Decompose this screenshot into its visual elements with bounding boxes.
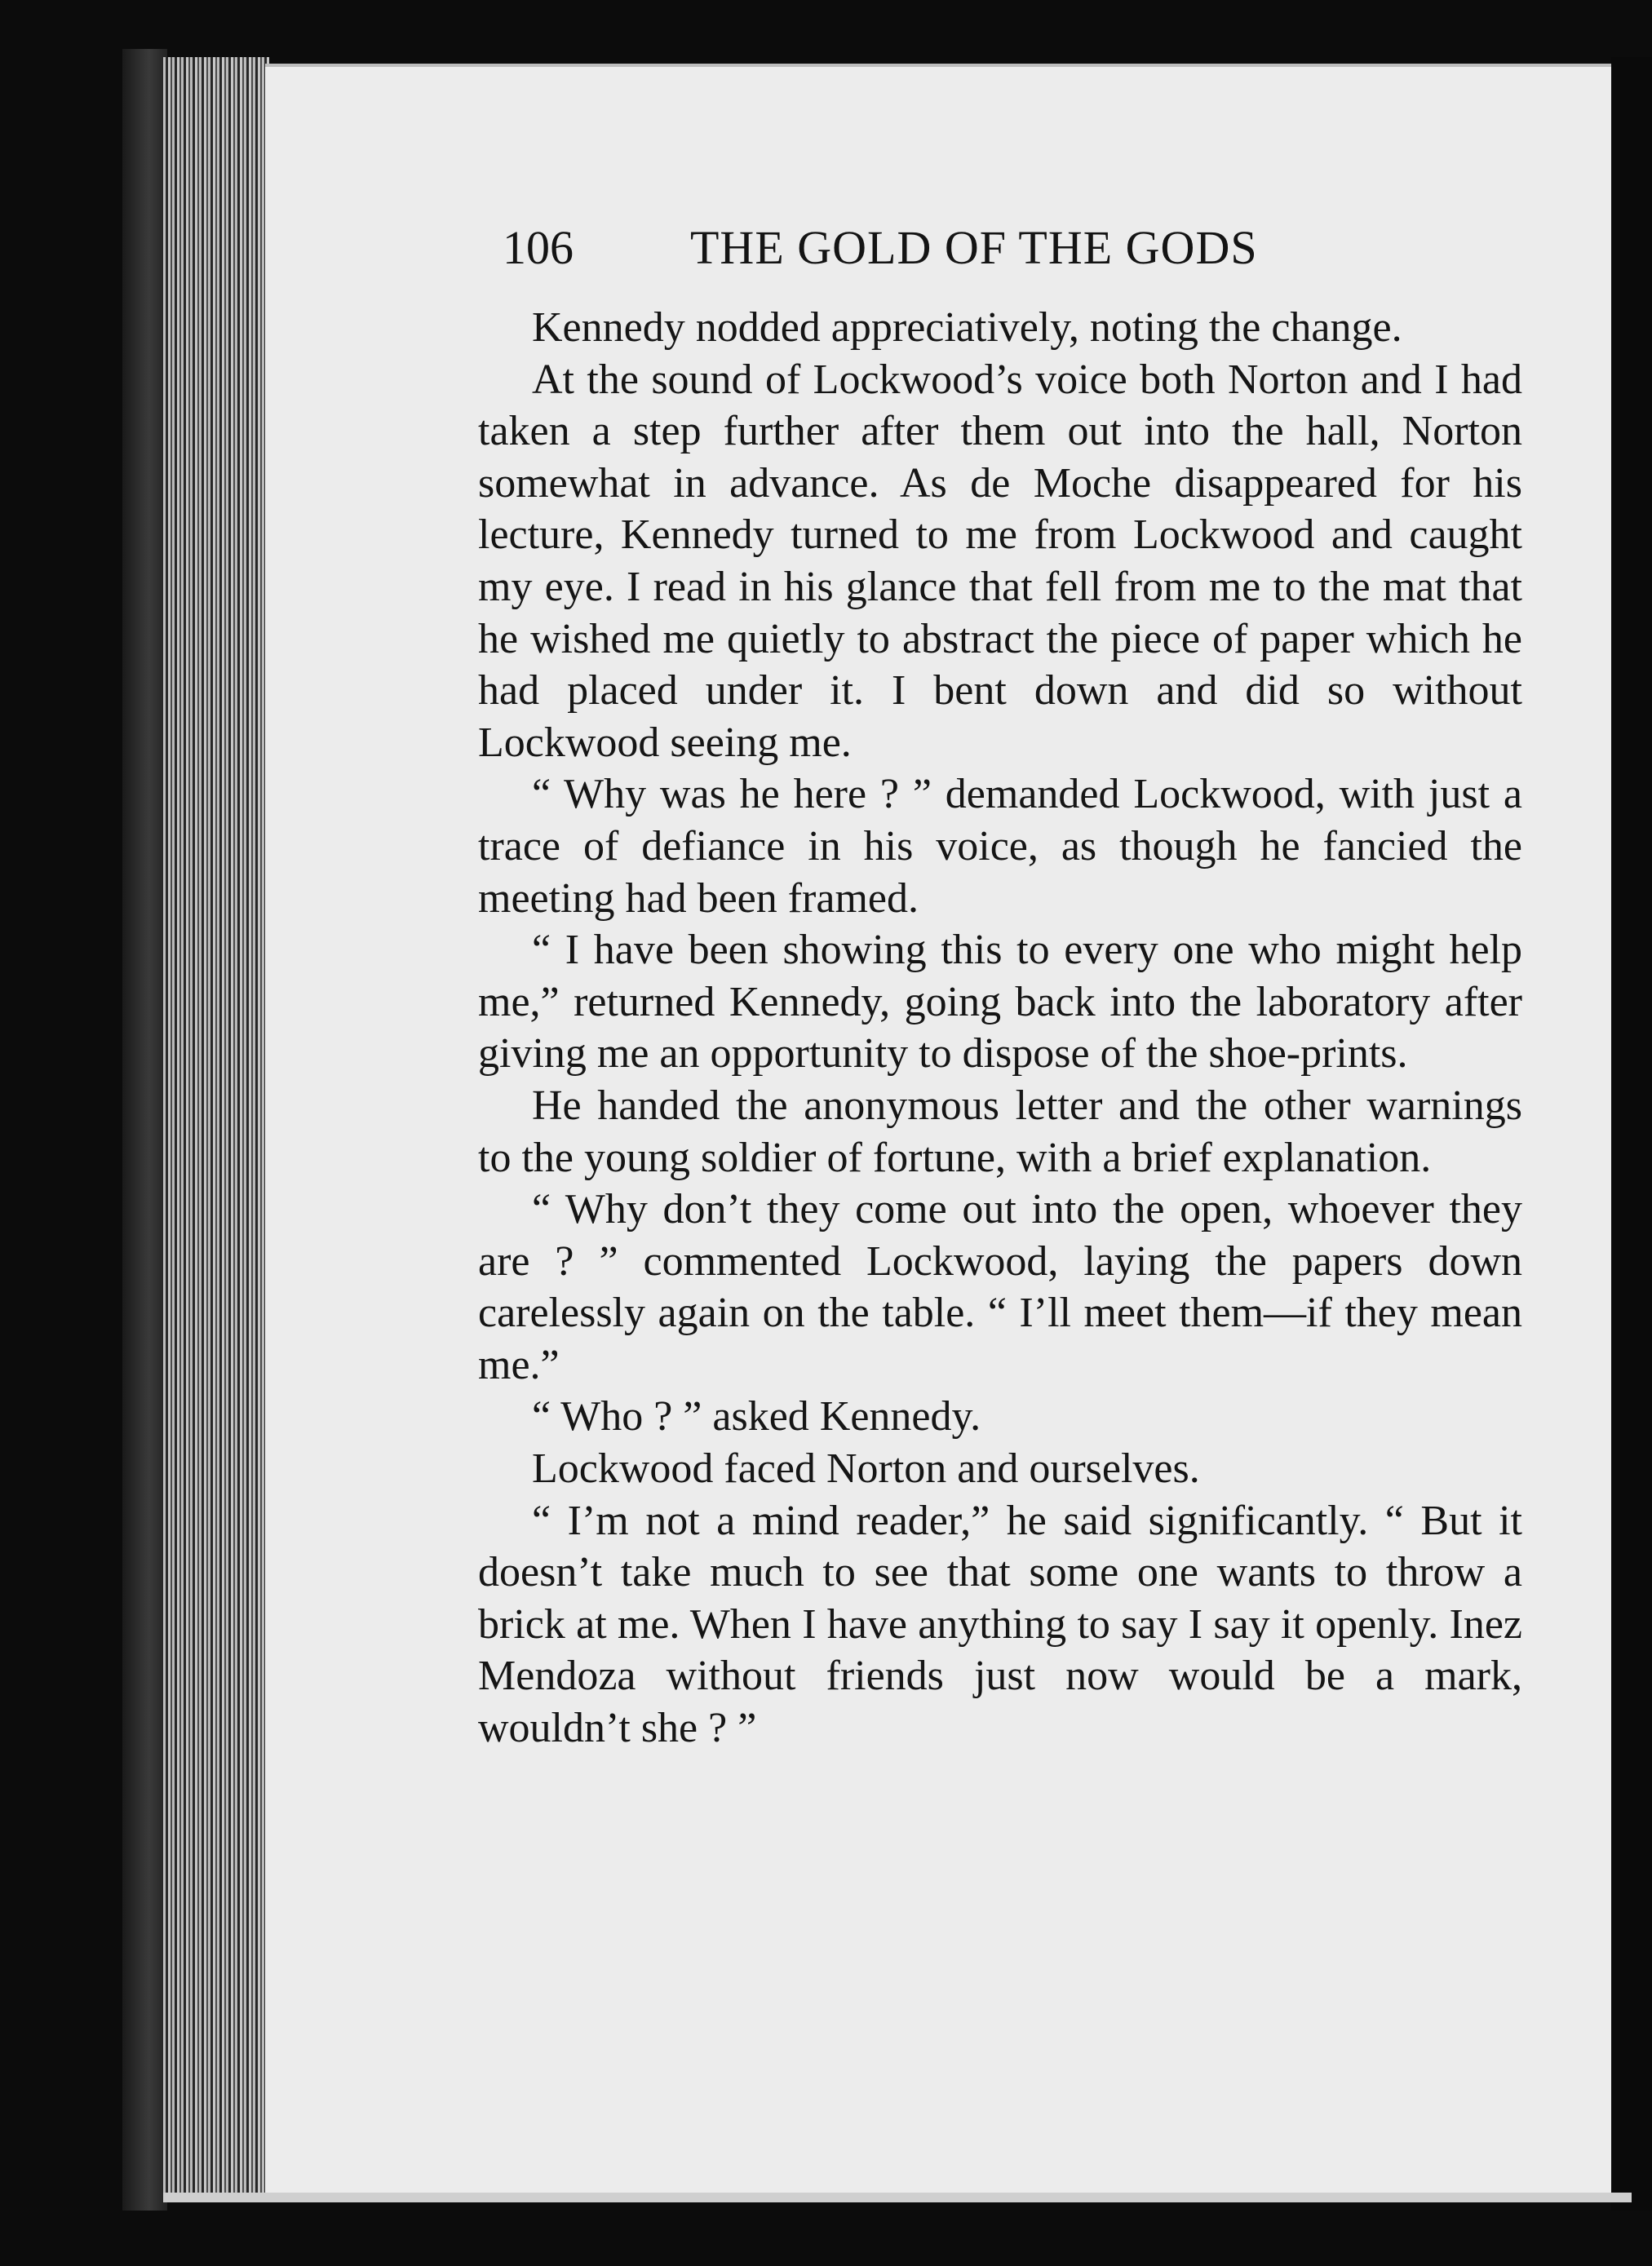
paragraph: “ I’m not a mind reader,” he said significantly. “ But it doesn’t take much to see that some one wants to throw a brick at me. When I have anything to say I say it openly. Inez Mendoza without friends just now would be a mark, wouldn’t she ? ” xyxy=(478,1497,1522,1752)
paragraph: “ Why don’t they come out into the open, whoever they are ? ” commented Lockwood, laying the papers down carelessly again on the table. “ I’ll meet them—if they mean me.” xyxy=(478,1186,1522,1388)
book-binding xyxy=(122,49,167,2211)
paragraph: At the sound of Lockwood’s voice both Norton and I had taken a step further after them out into the hall, Norton somewhat in advance. As de Moche disappeared for his lecture, Kennedy turned to me from Lockwood and caught my eye. I read in his glance that fell from me to the mat that he wished me quietly to abstract the piece of paper which he had placed under it. I bent down and did so without Lockwood seeing me. xyxy=(478,356,1522,766)
paragraph: “ Who ? ” asked Kennedy. xyxy=(532,1393,981,1441)
paragraph: “ I have been showing this to every one who might help me,” returned Kennedy, going back into the laboratory after giving me an opportunity to dispose of the shoe-prints. xyxy=(478,927,1522,1078)
paragraph: Kennedy nodded appreciatively, noting the change. xyxy=(532,304,1402,351)
page-edges xyxy=(163,57,269,2194)
running-header xyxy=(503,220,1340,285)
paragraph: Lockwood faced Norton and ourselves. xyxy=(532,1445,1200,1493)
page-number: 106 xyxy=(503,221,574,274)
right-shadow xyxy=(1611,57,1652,2211)
bottom-page-edge xyxy=(163,2193,1632,2202)
running-title: THE GOLD OF THE GODS xyxy=(690,221,1258,274)
body-text xyxy=(478,302,1522,1755)
paragraph: He handed the anonymous letter and the other warnings to the young soldier of fortune, with a brief explanation. xyxy=(478,1082,1522,1181)
paragraph: “ Why was he here ? ” demanded Lockwood, with just a trace of defiance in his voice, as though he fancied the meeting had been framed. xyxy=(478,771,1522,922)
